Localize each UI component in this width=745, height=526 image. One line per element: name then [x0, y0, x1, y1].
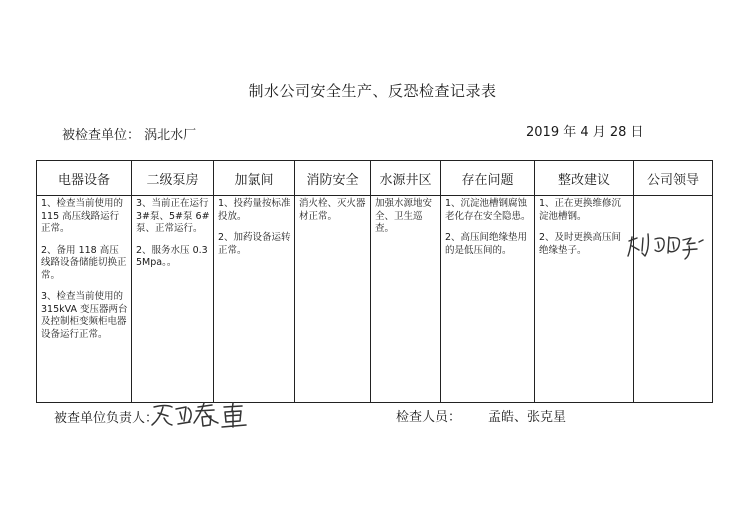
cell-paragraph: 2、备用 118 高压线路设备储能切换正常。 [41, 244, 127, 281]
cell-paragraph: 1、沉淀池槽钢腐蚀老化存在安全隐患。 [445, 198, 531, 222]
cell-paragraph: 消火栓、灭火器材正常。 [299, 198, 366, 222]
cell-suggestions [535, 196, 634, 403]
inspection-date: 2019 年 4 月 28 日 [526, 125, 644, 140]
cell-source [371, 196, 441, 403]
column-header: 水源井区 [371, 161, 441, 196]
column-header: 存在问题 [441, 161, 535, 196]
column-header: 消防安全 [295, 161, 371, 196]
cell-electrical [37, 196, 132, 403]
cell-leader [634, 196, 713, 403]
inspector-label: 检查人员： [396, 410, 462, 425]
cell-paragraph: 3、检查当前使用的 315kVA 变压器两台及控制柜变频柜电器设备运行正常。 [41, 291, 128, 340]
inspected-unit [62, 124, 196, 143]
column-header: 公司领导 [634, 161, 713, 196]
cell-paragraph: 1、投药量按标准投放。 [218, 198, 291, 222]
cell-paragraph: 加强水源地安全、卫生巡查。 [375, 198, 433, 234]
cell-problems [441, 196, 535, 403]
cell-paragraph: 2、加药设备运转正常。 [218, 232, 291, 256]
cell-paragraph: 2、及时更换高压间绝缘垫子。 [539, 232, 622, 256]
column-header: 整改建议 [535, 161, 634, 196]
cell-pump [132, 196, 214, 403]
leader-signature [623, 229, 709, 265]
inspection-table [36, 160, 713, 403]
cell-paragraph: 1、正在更换维修沉淀池槽钢。 [539, 198, 622, 222]
inspected-unit-name: 涡北水厂 [144, 128, 197, 143]
column-header: 二级泵房 [132, 161, 214, 196]
cell-paragraph: 2、高压间绝缘垫用的是低压间的。 [445, 232, 528, 256]
cell-paragraph: 1、检查当前使用的 115 高压线路运行正常。 [41, 198, 124, 234]
inspector-names: 孟皓、张克星 [488, 410, 567, 425]
table-header-row [37, 161, 713, 196]
cell-paragraph: 3、当前正在运行 3#泵、5#泵 6#泵、正常运行。 [136, 198, 210, 234]
column-header: 加氯间 [214, 161, 295, 196]
page-title: 制水公司安全生产、反恐检查记录表 [248, 82, 497, 100]
responsible-person-label: 被查单位负责人： [54, 411, 159, 426]
column-header: 电器设备 [37, 161, 132, 196]
cell-fire [295, 196, 371, 403]
inspected-unit-label: 被检查单位： [62, 128, 141, 143]
table-row [37, 196, 713, 403]
responsible-person-signature [148, 399, 258, 429]
cell-chlorine [214, 196, 295, 403]
cell-paragraph: 2、服务水压 0.35Mpa。。 [136, 244, 208, 268]
